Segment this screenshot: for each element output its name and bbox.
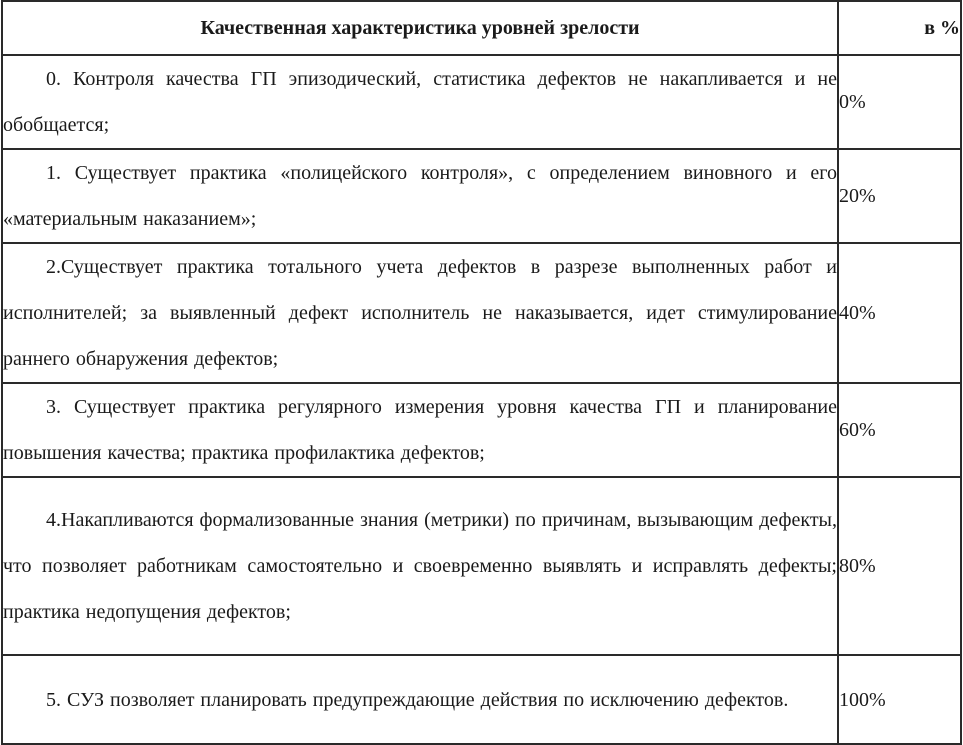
level-description-cell: [2, 477, 838, 655]
level-description: 0. Контроля качества ГП эпизодический, статистика дефектов не накапливается и не обобщается;: [3, 68, 837, 136]
table-row: [2, 655, 961, 744]
level-description-cell: [2, 655, 838, 744]
level-percent: 100%: [838, 655, 961, 744]
table-row: [2, 243, 961, 383]
level-percent: 20%: [838, 149, 961, 243]
table-row: [2, 149, 961, 243]
level-description-cell: [2, 55, 838, 149]
table-row: [2, 55, 961, 149]
level-description: 1. Существует практика «полицейского контроля», с определением виновного и его «материальным наказанием»;: [3, 162, 837, 230]
table-row: [2, 477, 961, 655]
level-percent: 40%: [838, 243, 961, 383]
maturity-levels-table: [1, 0, 962, 745]
column-header-percent: в %: [838, 1, 961, 55]
level-percent: 0%: [838, 55, 961, 149]
level-description: 5. СУЗ позволяет планировать предупреждающие действия по исключению дефектов.: [46, 688, 789, 711]
level-description: 4.Накапливаются формализованные знания (метрики) по причинам, вызывающим дефекты, что позволяет работникам самостоятельно и своевременно выявлять и исправлять дефекты; практика недопущения дефектов;: [3, 509, 837, 623]
level-percent: 80%: [838, 477, 961, 655]
column-header-description: Качественная характеристика уровней зрелости: [2, 1, 838, 55]
level-description: 3. Существует практика регулярного измерения уровня качества ГП и планирование повышения качества; практика профилактика дефектов;: [3, 396, 837, 464]
table-row: [2, 383, 961, 477]
level-description-cell: [2, 243, 838, 383]
level-description: 2.Существует практика тотального учета дефектов в разрезе выполненных работ и исполнителей; за выявленный дефект исполнитель не наказывается, идет стимулирование раннего обнаружения дефектов;: [3, 256, 837, 370]
level-description-cell: [2, 149, 838, 243]
table-header-row: [2, 1, 961, 55]
level-description-cell: [2, 383, 838, 477]
level-percent: 60%: [838, 383, 961, 477]
